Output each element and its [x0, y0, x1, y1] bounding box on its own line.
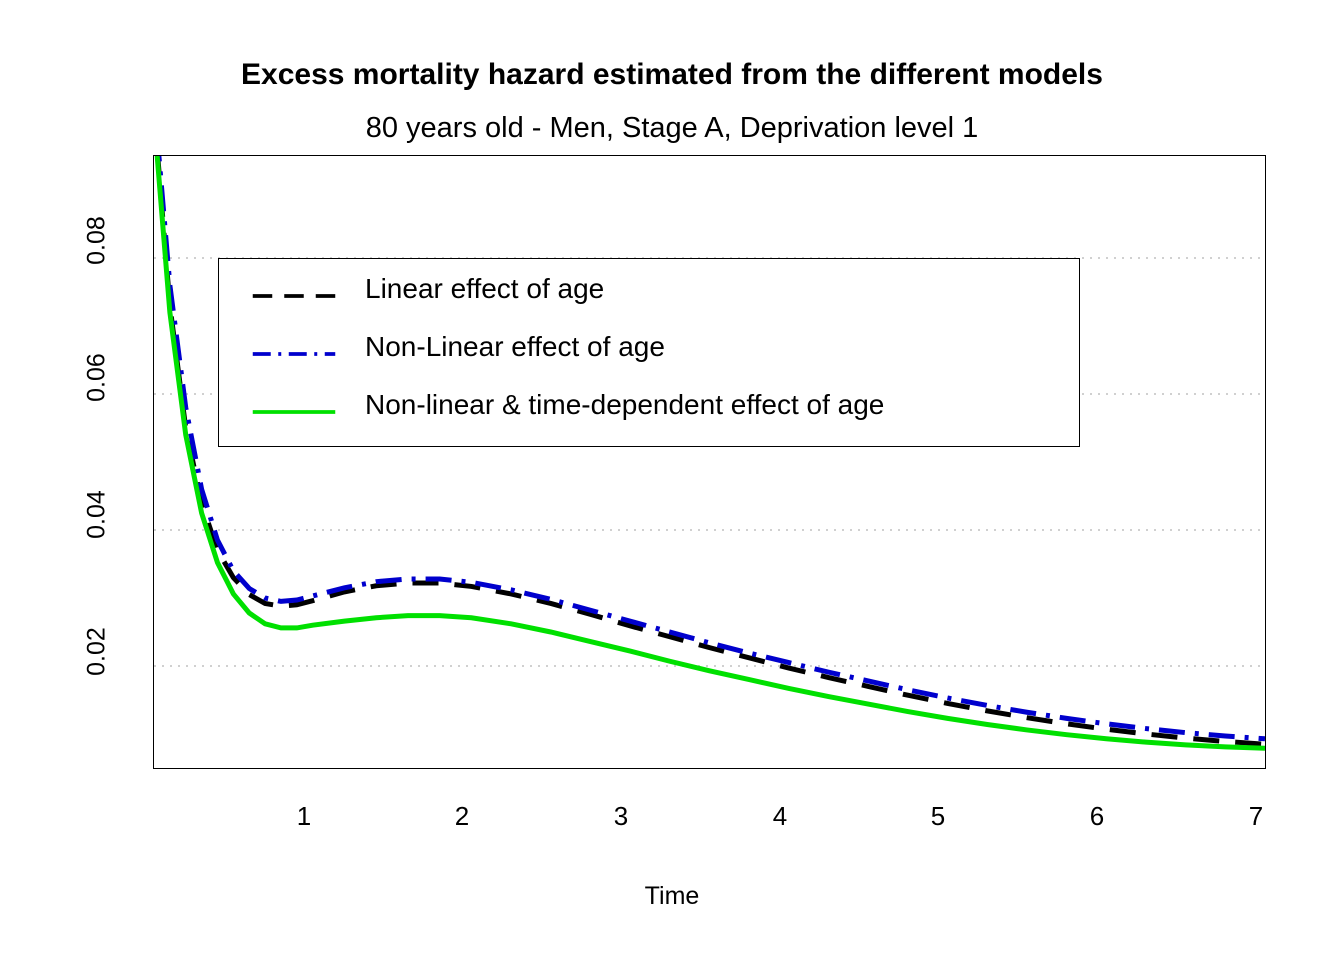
legend-swatch-nonlinear-td: [239, 409, 349, 415]
legend-label-linear: Linear effect of age: [365, 273, 605, 304]
y-axis-title-wrap: [0, 420, 80, 460]
y-tick-label-0.08: 0.08: [82, 216, 111, 265]
x-tick-label-6: 6: [1089, 801, 1105, 831]
legend-item-linear: [219, 267, 1081, 325]
chart-title: Excess mortality hazard estimated from the different models: [241, 58, 1103, 91]
x-tick-label-1: 1: [296, 801, 312, 831]
x-tick-label-3: 3: [613, 801, 629, 831]
series-line: [157, 156, 1265, 748]
series-line: [157, 156, 1265, 744]
y-tick-label-0.02: 0.02: [82, 627, 111, 676]
legend-label-nonlinear-td: Non-linear & time-dependent effect of age: [365, 389, 885, 420]
series-line: [157, 156, 1265, 739]
y-tick-label-0.06: 0.06: [82, 353, 111, 402]
plot-svg: [154, 156, 1265, 768]
legend-item-nonlinear: [219, 325, 1081, 383]
legend-label-nonlinear: Non-Linear effect of age: [365, 331, 665, 362]
plot-area: [153, 155, 1266, 769]
legend-swatch-linear: [239, 293, 349, 299]
chart-subtitle: 80 years old - Men, Stage A, Deprivation level 1: [365, 112, 979, 144]
x-axis-title: Time: [644, 882, 700, 910]
legend-swatch-nonlinear: [239, 351, 349, 357]
y-tick-label-0.04: 0.04: [82, 490, 111, 539]
x-tick-label-7: 7: [1248, 801, 1264, 831]
legend-item-nonlinear-td: [219, 383, 1081, 441]
x-tick-label-2: 2: [454, 801, 470, 831]
x-tick-label-4: 4: [772, 801, 788, 831]
x-tick-label-5: 5: [930, 801, 946, 831]
series-lines: [157, 156, 1265, 748]
legend: [218, 258, 1080, 447]
